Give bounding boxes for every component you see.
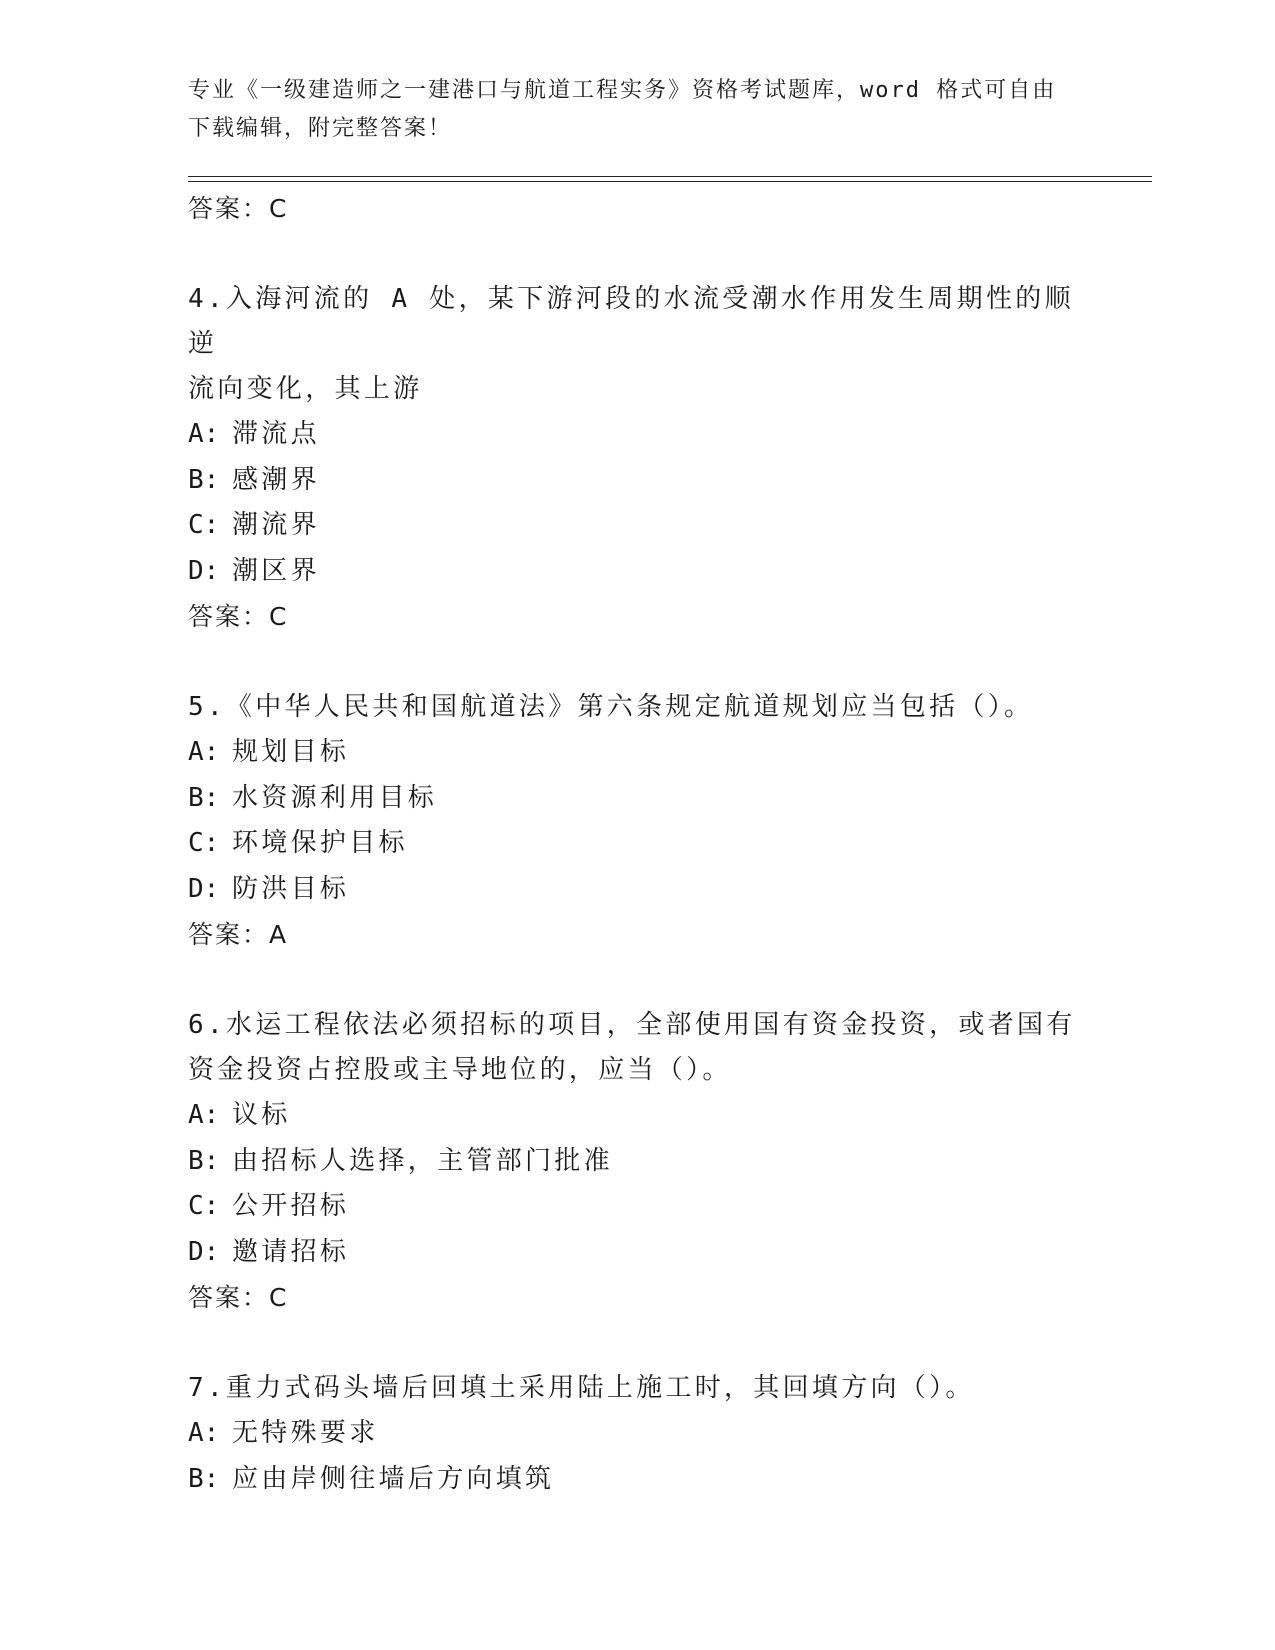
question-stem: 4.入海河流的 A 处，某下游河段的水流受潮水作用发生周期性的顺逆 流向变化，其上游 — [188, 284, 1074, 404]
question-stem: 6.水运工程依法必须招标的项目，全部使用国有资金投资，或者国有 资金投资占控股或主导地位的，应当（）。 — [188, 1010, 1076, 1085]
answer-label: 答案： — [188, 920, 270, 949]
option-text: 滞流点 — [232, 419, 320, 449]
question-5 — [188, 685, 1088, 957]
option-d — [188, 867, 1088, 913]
option-text: 规划目标 — [232, 737, 350, 767]
option-key: A: — [188, 1418, 220, 1448]
option-c — [188, 821, 1088, 867]
question-6 — [188, 1003, 1088, 1320]
question-stem: 5.《中华人民共和国航道法》第六条规定航道规划应当包括（）。 — [188, 692, 1034, 722]
option-c — [188, 503, 1088, 549]
answer-line — [188, 186, 1088, 231]
answer-label: 答案： — [188, 194, 270, 223]
option-key: B: — [188, 464, 220, 495]
option-key: A: — [188, 1100, 220, 1130]
option-text: 水资源利用目标 — [232, 782, 438, 813]
answer-value: C — [269, 602, 288, 631]
document-body — [188, 186, 1088, 1502]
option-d — [188, 1230, 1088, 1276]
option-text: 议标 — [232, 1100, 291, 1130]
answer-value: C — [269, 1283, 288, 1312]
option-text: 应由岸侧往墙后方向填筑 — [232, 1463, 555, 1494]
option-c — [188, 1184, 1088, 1230]
option-key: C: — [188, 510, 220, 540]
option-key: D: — [188, 555, 220, 586]
option-b — [188, 776, 1088, 822]
option-text: 由招标人选择，主管部门批准 — [232, 1145, 613, 1176]
answer-label: 答案： — [188, 1283, 270, 1312]
option-key: D: — [188, 1236, 220, 1267]
option-d — [188, 549, 1088, 595]
option-key: A: — [188, 737, 220, 767]
option-key: B: — [188, 782, 220, 813]
option-key: B: — [188, 1463, 220, 1494]
document-header — [188, 72, 1088, 148]
option-text: 环境保护目标 — [232, 828, 408, 858]
option-key: C: — [188, 1191, 220, 1221]
option-a — [188, 730, 1088, 776]
option-b — [188, 1139, 1088, 1185]
option-text: 感潮界 — [232, 464, 320, 495]
question-4 — [188, 277, 1088, 639]
option-a — [188, 1093, 1088, 1139]
answer-line — [188, 1275, 1088, 1320]
option-text: 公开招标 — [232, 1191, 350, 1221]
option-key: A: — [188, 419, 220, 449]
question-7 — [188, 1366, 1088, 1502]
header-divider-top — [188, 176, 1152, 177]
option-text: 邀请招标 — [232, 1236, 350, 1267]
option-text: 潮流界 — [232, 510, 320, 540]
question-stem: 7.重力式码头墙后回填土采用陆上施工时，其回填方向（）。 — [188, 1373, 975, 1403]
header-divider-bottom — [188, 181, 1152, 182]
option-key: C: — [188, 828, 220, 858]
option-text: 潮区界 — [232, 555, 320, 586]
answer-value: A — [269, 920, 288, 949]
option-a — [188, 1411, 1088, 1457]
answer-line — [188, 912, 1088, 957]
option-b — [188, 1457, 1088, 1503]
option-text: 防洪目标 — [232, 873, 350, 904]
header-line-1: 专业《一级建造师之一建港口与航道工程实务》资格考试题库，word 格式可自由 — [188, 78, 1057, 103]
answer-value: C — [269, 194, 288, 223]
answer-label: 答案： — [188, 602, 270, 631]
option-key: B: — [188, 1145, 220, 1176]
option-a — [188, 412, 1088, 458]
header-line-2: 下载编辑，附完整答案！ — [188, 116, 453, 141]
option-b — [188, 458, 1088, 504]
answer-line — [188, 594, 1088, 639]
option-text: 无特殊要求 — [232, 1418, 379, 1448]
option-key: D: — [188, 873, 220, 904]
